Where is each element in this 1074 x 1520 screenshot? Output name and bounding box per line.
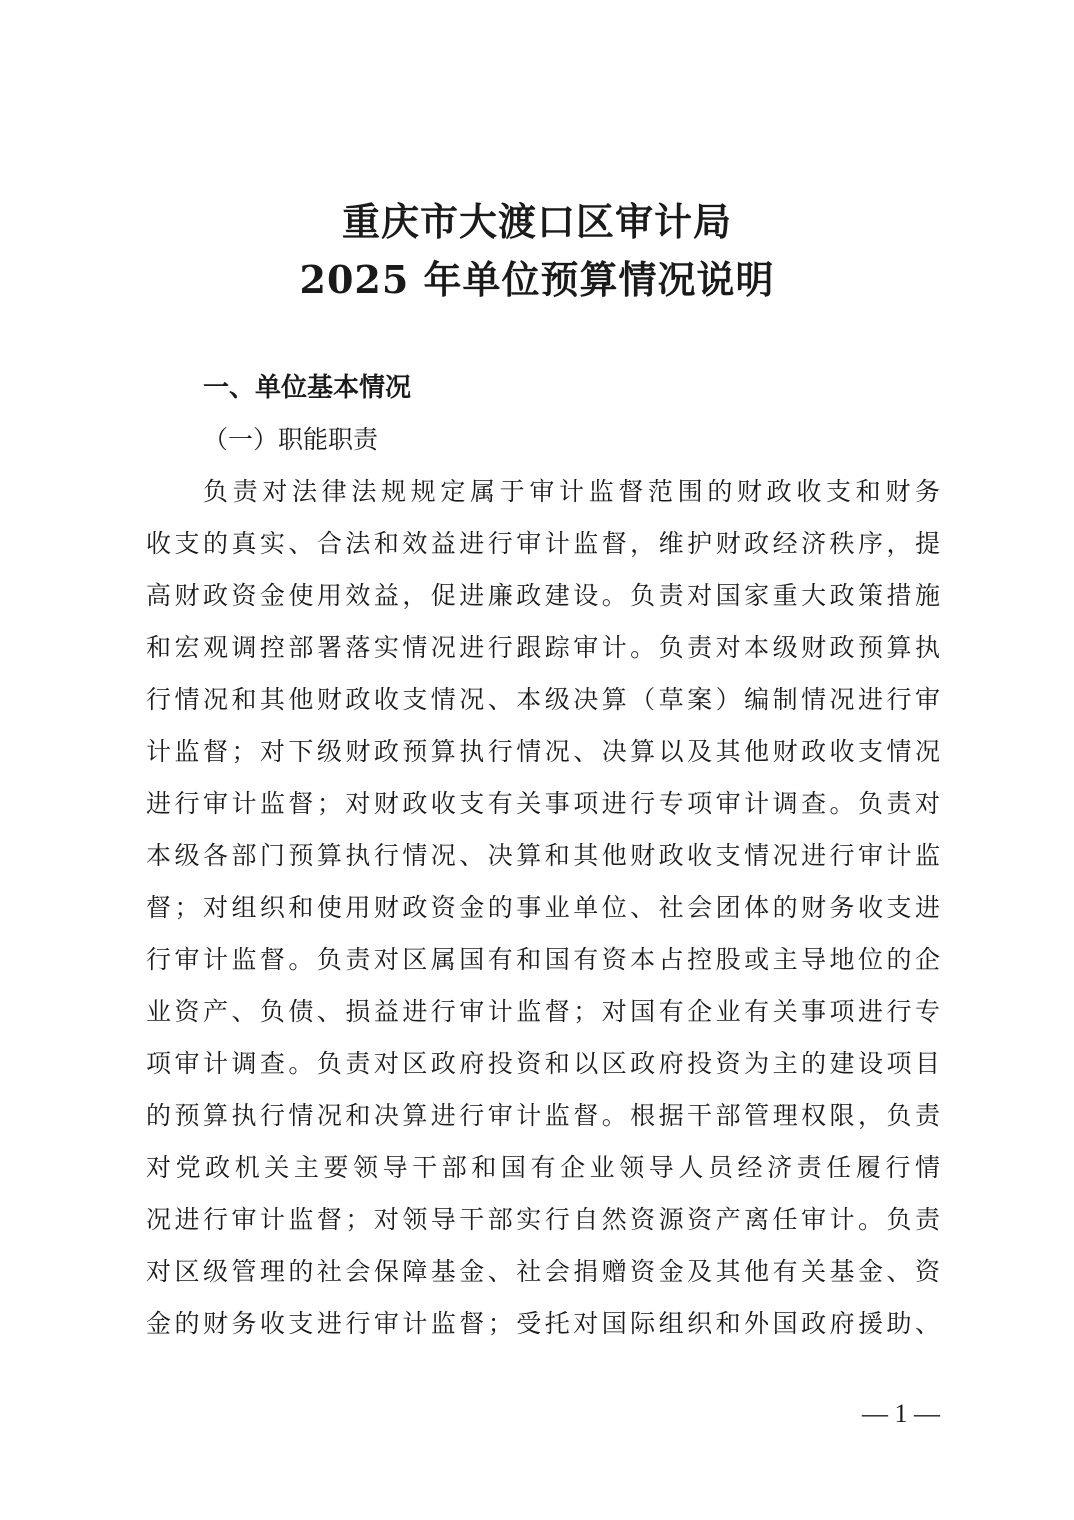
paragraph-line: 计监督；对下级财政预算执行情况、决算以及其他财政收支情况 (146, 737, 940, 766)
section-heading: 一、单位基本情况 (203, 373, 412, 403)
paragraph-line: 督；对组织和使用财政资金的事业单位、社会团体的财务收支进 (146, 893, 940, 922)
subsection-heading: （一）职能职责 (203, 425, 379, 454)
paragraph-line: 和宏观调控部署落实情况进行跟踪审计。负责对本级财政预算执 (146, 633, 940, 662)
paragraph-line: 业资产、负债、损益进行审计监督；对国有企业有关事项进行专 (146, 997, 940, 1026)
paragraph-line: 负责对法律法规规定属于审计监督范围的财政收支和财务 (203, 477, 940, 506)
document-title-line-1: 重庆市大渡口区审计局 (341, 199, 732, 244)
paragraph-line: 行情况和其他财政收支情况、本级决算（草案）编制情况进行审 (146, 685, 940, 714)
paragraph-line: 进行审计监督；对财政收支有关事项进行专项审计调查。负责对 (146, 789, 940, 818)
paragraph-line: 的预算执行情况和决算进行审计监督。根据干部管理权限，负责 (146, 1101, 940, 1130)
paragraph-line: 行审计监督。负责对区属国有和国有资本占控股或主导地位的企 (146, 945, 940, 974)
document-title-line-2: 2025 年单位预算情况说明 (299, 257, 775, 302)
paragraph-line: 项审计调查。负责对区政府投资和以区政府投资为主的建设项目 (146, 1049, 940, 1078)
paragraph-line: 况进行审计监督；对领导干部实行自然资源资产离任审计。负责 (146, 1205, 940, 1234)
paragraph-line: 高财政资金使用效益，促进廉政建设。负责对国家重大政策措施 (146, 581, 940, 610)
page-number: — 1 — (862, 1399, 940, 1428)
paragraph-line: 收支的真实、合法和效益进行审计监督，维护财政经济秩序，提 (146, 529, 940, 558)
paragraph-line: 本级各部门预算执行情况、决算和其他财政收支情况进行审计监 (146, 841, 940, 870)
paragraph-line: 对区级管理的社会保障基金、社会捐赠资金及其他有关基金、资 (146, 1257, 940, 1286)
paragraph-line: 金的财务收支进行审计监督；受托对国际组织和外国政府援助、 (146, 1309, 940, 1338)
paragraph-line: 对党政机关主要领导干部和国有企业领导人员经济责任履行情 (146, 1153, 940, 1182)
